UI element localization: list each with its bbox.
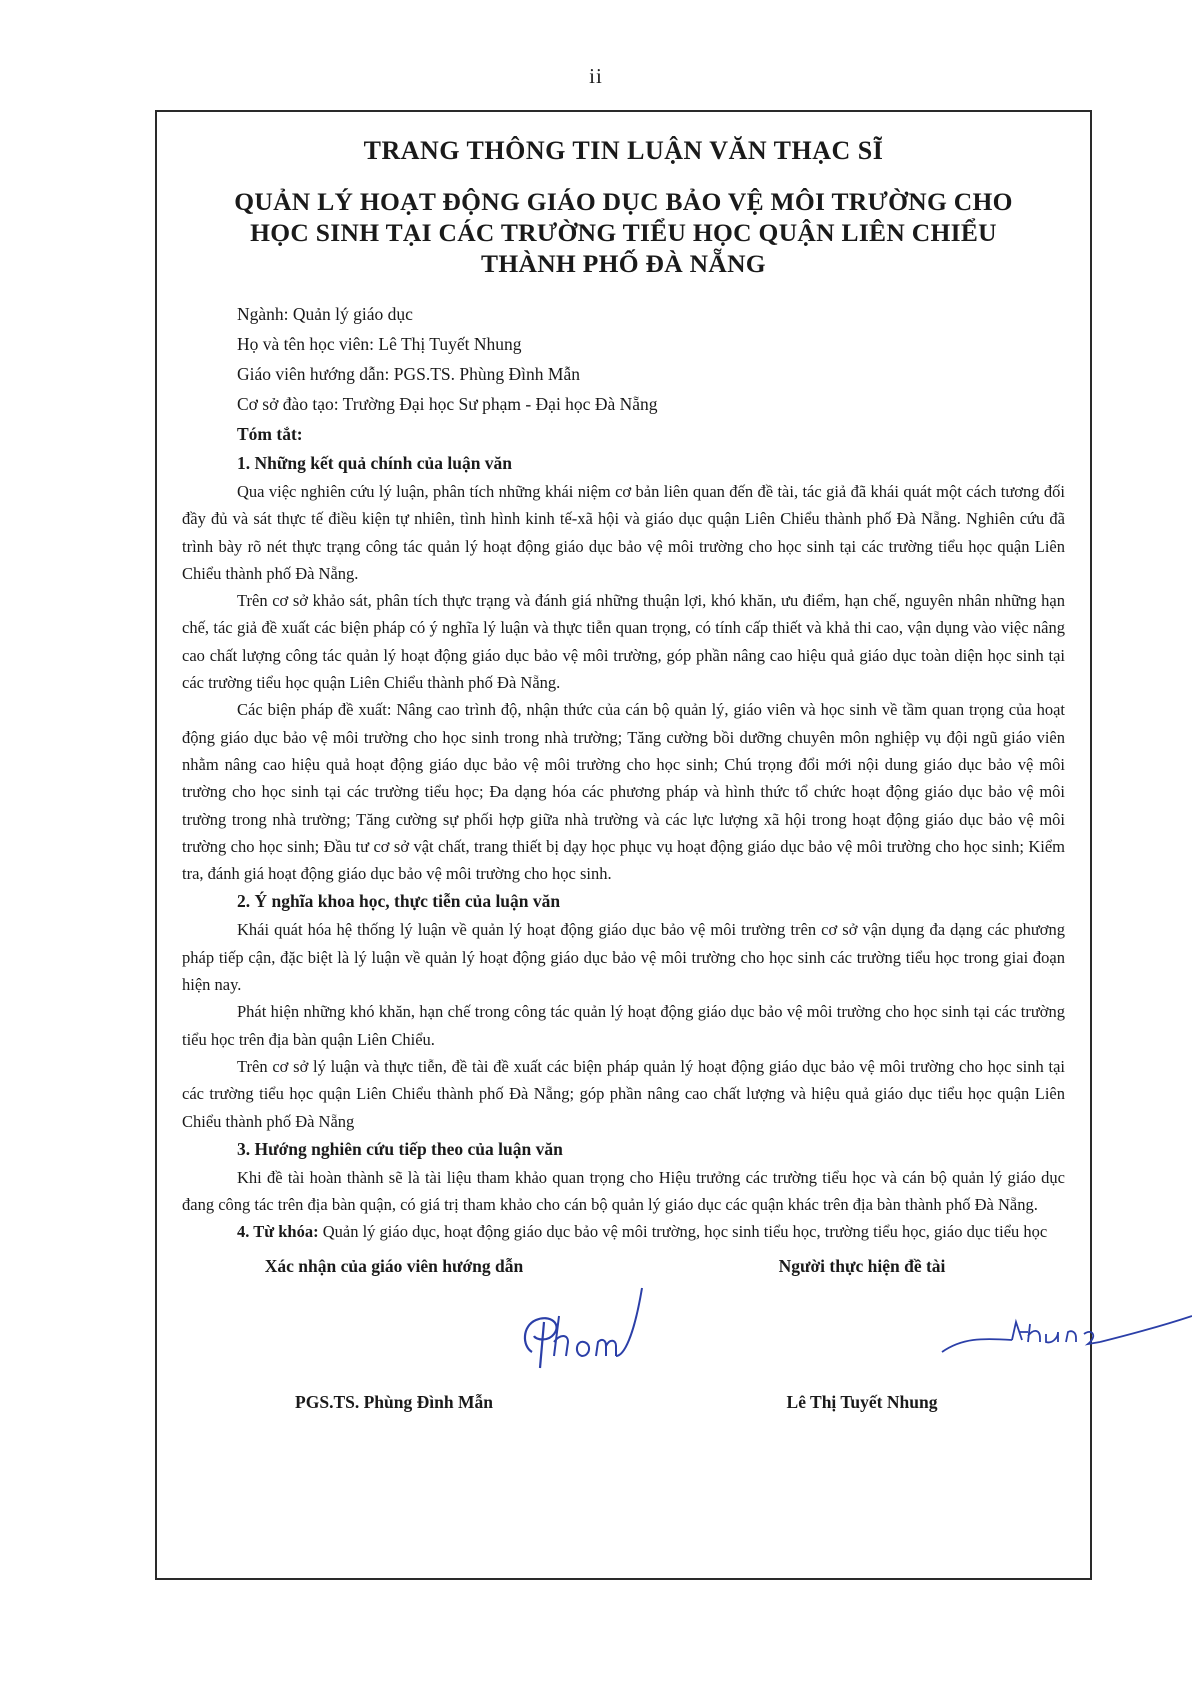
info-label: Giáo viên hướng dẫn: bbox=[237, 364, 390, 384]
paragraph: Các biện pháp đề xuất: Nâng cao trình độ, nhận thức của cán bộ quản lý, giáo viên và học sinh về tầm quan trọng của hoạt động giáo dục bảo vệ môi trường cho học sinh trong nhà trường; Tăng cường bồi dưỡng chuyên môn nghiệp vụ đội ngũ giáo viên nhằm nâng cao hiệu quả hoạt động giáo dục bảo vệ môi trường cho học sinh; Chú trọng đổi mới nội dung giáo dục bảo vệ môi trường cho học sinh tại các trường tiểu học; Đa dạng hóa các phương pháp và hình thức tổ chức hoạt động giáo dục bảo vệ môi trường trong nhà trường; Tăng cường sự phối hợp giữa nhà trường và các lực lượng xã hội trong hoạt động giáo dục bảo vệ môi trường cho học sinh; Đầu tư cơ sở vật chất, trang thiết bị dạy học phục vụ hoạt động giáo dục bảo vệ môi trường cho học sinh; Kiểm tra, đánh giá hoạt động giáo dục bảo vệ môi trường cho học sinh. bbox=[182, 700, 1065, 884]
signature-area bbox=[182, 1252, 1065, 1442]
info-label: Ngành: bbox=[237, 304, 289, 324]
section-title: 3. Hướng nghiên cứu tiếp theo của luận văn bbox=[237, 1138, 563, 1159]
paragraph: Trên cơ sở lý luận và thực tiễn, đề tài đề xuất các biện pháp quản lý hoạt động giáo dục bảo vệ môi trường cho học sinh tại các trường tiểu học quận Liên Chiểu thành phố Đà Nẵng; góp phần nâng cao chất lượng và hiệu quả giáo dục tiểu học quận Liên Chiểu thành phố Đà Nẵng bbox=[182, 1056, 1065, 1131]
thesis-title-line: THÀNH PHỐ ĐÀ NẴNG bbox=[481, 249, 766, 278]
paragraph: Qua việc nghiên cứu lý luận, phân tích những khái niệm cơ bản liên quan đến đề tài, tác giả đã khái quát một cách tương đối đầy đủ và sát thực tế điều kiện tự nhiên, tình hình kinh tế-xã hội và giáo dục quận Liên Chiểu thành phố Đà Nẵng. Nghiên cứu đã trình bày rõ nét thực trạng công tác quản lý hoạt động giáo dục bảo vệ môi trường cho học sinh tại các trường tiểu học quận Liên Chiểu thành phố Đà Nẵng. bbox=[182, 482, 1065, 583]
advisor-signature-block bbox=[194, 1252, 594, 1412]
page-heading: TRANG THÔNG TIN LUẬN VĂN THẠC SĨ bbox=[363, 136, 884, 165]
summary-label: Tóm tắt: bbox=[237, 424, 303, 444]
thesis-title bbox=[182, 186, 1065, 279]
keywords-text: Quản lý giáo dục, hoạt động giáo dục bảo vệ môi trường, học sinh tiểu học, trường tiểu học, giáo dục tiểu học bbox=[318, 1222, 1048, 1242]
info-content bbox=[182, 136, 1065, 1442]
info-value: Quản lý giáo dục bbox=[288, 304, 413, 324]
keywords bbox=[182, 1218, 1065, 1245]
info-frame bbox=[155, 110, 1092, 1580]
advisor-confirmation-heading: Xác nhận của giáo viên hướng dẫn bbox=[264, 1255, 524, 1276]
info-major bbox=[237, 299, 1065, 329]
section-title: 2. Ý nghĩa khoa học, thực tiễn của luận văn bbox=[237, 891, 561, 912]
section-title: 1. Những kết quả chính của luận văn bbox=[237, 453, 513, 473]
author-name: Lê Thị Tuyết Nhung bbox=[786, 1391, 938, 1412]
paragraph: Trên cơ sở khảo sát, phân tích thực trạng và đánh giá những thuận lợi, khó khăn, ưu điểm, hạn chế, nguyên nhân những hạn chế, tác giả đề xuất các biện pháp có ý nghĩa lý luận và thực tiễn quan trọng, có tính cấp thiết và khả thi cao, vận dụng vào việc nâng cao chất lượng công tác quản lý hoạt động giáo dục bảo vệ môi trường, góp phần nâng cao hiệu quả giáo dục toàn diện học sinh tại các trường tiểu học quận Liên Chiểu thành phố Đà Nẵng. bbox=[182, 591, 1065, 693]
page-number: ii bbox=[589, 64, 603, 88]
info-value: Lê Thị Tuyết Nhung bbox=[374, 334, 522, 354]
info-label: Cơ sở đào tạo: bbox=[237, 394, 339, 414]
author-signature bbox=[862, 1276, 1192, 1386]
info-advisor bbox=[237, 359, 1065, 389]
info-value: Trường Đại học Sư phạm - Đại học Đà Nẵng bbox=[338, 394, 658, 414]
info-student bbox=[237, 329, 1065, 359]
advisor-name: PGS.TS. Phùng Đình Mẫn bbox=[295, 1391, 493, 1412]
info-value: PGS.TS. Phùng Đình Mẫn bbox=[389, 364, 580, 384]
keywords-label: 4. Từ khóa: bbox=[237, 1222, 319, 1242]
info-institution bbox=[237, 389, 1065, 419]
info-label: Họ và tên học viên: bbox=[237, 334, 375, 354]
thesis-title-line: QUẢN LÝ HOẠT ĐỘNG GIÁO DỤC BẢO VỆ MÔI TRƯỜNG CHO bbox=[234, 187, 1013, 216]
author-signature-block bbox=[662, 1252, 1062, 1412]
paragraph: Khái quát hóa hệ thống lý luận về quản lý hoạt động giáo dục bảo vệ môi trường trên cơ sở vận dụng đa dạng các phương pháp tiếp cận, đặc biệt là lý luận về quản lý hoạt động giáo dục bảo vệ môi trường cho học sinh các trường tiểu học trong giai đoạn hiện nay. bbox=[182, 920, 1065, 995]
thesis-title-line: HỌC SINH TẠI CÁC TRƯỜNG TIỂU HỌC QUẬN LIÊN CHIỂU bbox=[250, 218, 997, 247]
paragraph: Phát hiện những khó khăn, hạn chế trong công tác quản lý hoạt động giáo dục bảo vệ môi trường cho học sinh tại các trường tiểu học trên địa bàn quận Liên Chiểu. bbox=[182, 1002, 1065, 1049]
advisor-signature bbox=[394, 1276, 794, 1386]
author-heading: Người thực hiện đề tài bbox=[778, 1255, 946, 1276]
paragraph: Khi đề tài hoàn thành sẽ là tài liệu tham khảo quan trọng cho Hiệu trưởng các trường tiểu học và cán bộ quản lý giáo dục đang công tác trên địa bàn quận, có giá trị tham khảo cho cán bộ quản lý giáo dục các quận khác trên địa bàn thành phố Đà Nẵng. bbox=[182, 1167, 1065, 1215]
